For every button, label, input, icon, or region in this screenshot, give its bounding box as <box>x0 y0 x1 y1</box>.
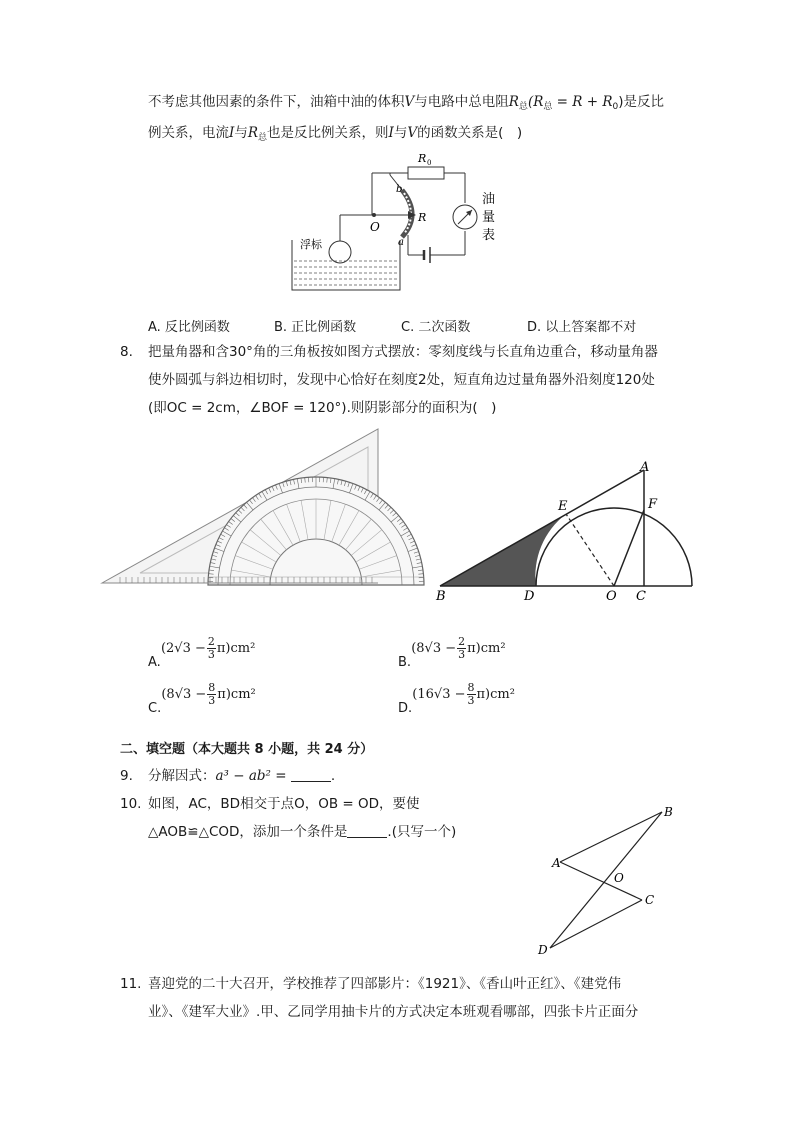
label-o: O <box>614 871 624 885</box>
label-a: A <box>552 856 561 870</box>
label-b: B <box>436 589 446 603</box>
label-o: O <box>606 589 617 603</box>
float <box>329 241 351 263</box>
q9-text: 分解因式：a³ − ab² = . <box>148 768 336 784</box>
q8-option-c[interactable]: C. (8√3 − $\frac{8}{3}$ π)cm² <box>148 681 256 716</box>
q10-line1: 如图，AC，BD相交于点O，OB = OD，要使 <box>148 796 420 812</box>
q10-line2: △AOB≌△COD，添加一个条件是 .(只写一个) <box>148 824 457 840</box>
q7-option-a[interactable]: A. 反比例函数 <box>148 320 230 335</box>
q7-option-c[interactable]: C. 二次函数 <box>401 320 471 335</box>
geometry-figure-q10 <box>530 800 680 960</box>
label-a: A <box>640 460 650 475</box>
q8-option-b[interactable]: B. (8√3 − $\frac{2}{3}$ π)cm² <box>398 635 506 670</box>
label-o: O <box>370 220 380 234</box>
q8-option-a[interactable]: A. (2√3 − $\frac{2}{3}$ π)cm² <box>148 635 256 670</box>
svg-text:b: b <box>396 184 403 195</box>
label-c: C <box>645 893 655 907</box>
q7-option-d[interactable]: D. 以上答案都不对 <box>527 320 637 335</box>
section-title: 二、填空题（本大题共 8 小题，共 24 分） <box>120 742 374 757</box>
q11-line2: 业》、《建军大业》.甲、乙同学用抽卡片的方式决定本班观看哪部，四张卡片正面分 <box>148 1004 639 1020</box>
label-b: B <box>664 805 673 819</box>
q7-line1: 不考虑其他因素的条件下，油箱中油的体积V与电路中总电阻$R_总(R_总 = R + R_0)$是反比 <box>148 94 665 112</box>
q9-number: 9. <box>120 768 133 784</box>
q9-answer-blank[interactable] <box>291 767 331 782</box>
label-f: F <box>648 497 658 512</box>
q8-line2: 使外圆弧与斜边相切时，发现中心恰好在刻度2处，短直角边过量角器外沿刻度120处 <box>148 372 655 388</box>
semicircle <box>536 508 692 586</box>
q8-line1: 把量角器和含30°角的三角板按如图方式摆放：零刻度线与长直角边重合，移动量角器 <box>148 344 658 360</box>
protractor-photo <box>100 425 430 595</box>
q10-answer-blank[interactable] <box>347 823 387 838</box>
geometry-figure-q8 <box>432 458 702 603</box>
q11-line1: 喜迎党的二十大召开，学校推荐了四部影片：《1921》、《香山叶正红》、《建党伟 <box>148 976 622 992</box>
label-d: D <box>538 943 548 957</box>
svg-text:R: R <box>418 211 427 224</box>
label-e: E <box>558 499 568 514</box>
svg-text:油: 油 <box>482 192 496 207</box>
svg-text:量: 量 <box>482 210 496 225</box>
resistor-r0 <box>408 167 444 179</box>
svg-text:表: 表 <box>482 228 496 243</box>
label-d: D <box>524 589 535 603</box>
circuit-diagram <box>290 145 510 295</box>
svg-text:a: a <box>398 237 404 248</box>
q11-number: 11. <box>120 976 142 992</box>
q8-option-d[interactable]: D. (16√3 − $\frac{8}{3}$ π)cm² <box>398 681 515 716</box>
q7-option-b[interactable]: B. 正比例函数 <box>274 320 357 335</box>
q8-line3: (即OC = 2cm，∠BOF = 120°).则阴影部分的面积为( ) <box>148 400 497 416</box>
q7-line2: 例关系，电流I与$R_总$也是反比例关系，则I与V的函数关系是( ) <box>148 125 523 143</box>
float-label: 浮标 <box>300 238 322 251</box>
q8-number: 8. <box>120 344 133 360</box>
label-c: C <box>636 589 646 603</box>
label-r0-sub: 0 <box>427 159 432 167</box>
q10-number: 10. <box>120 796 142 812</box>
label-r0: R <box>418 152 427 165</box>
